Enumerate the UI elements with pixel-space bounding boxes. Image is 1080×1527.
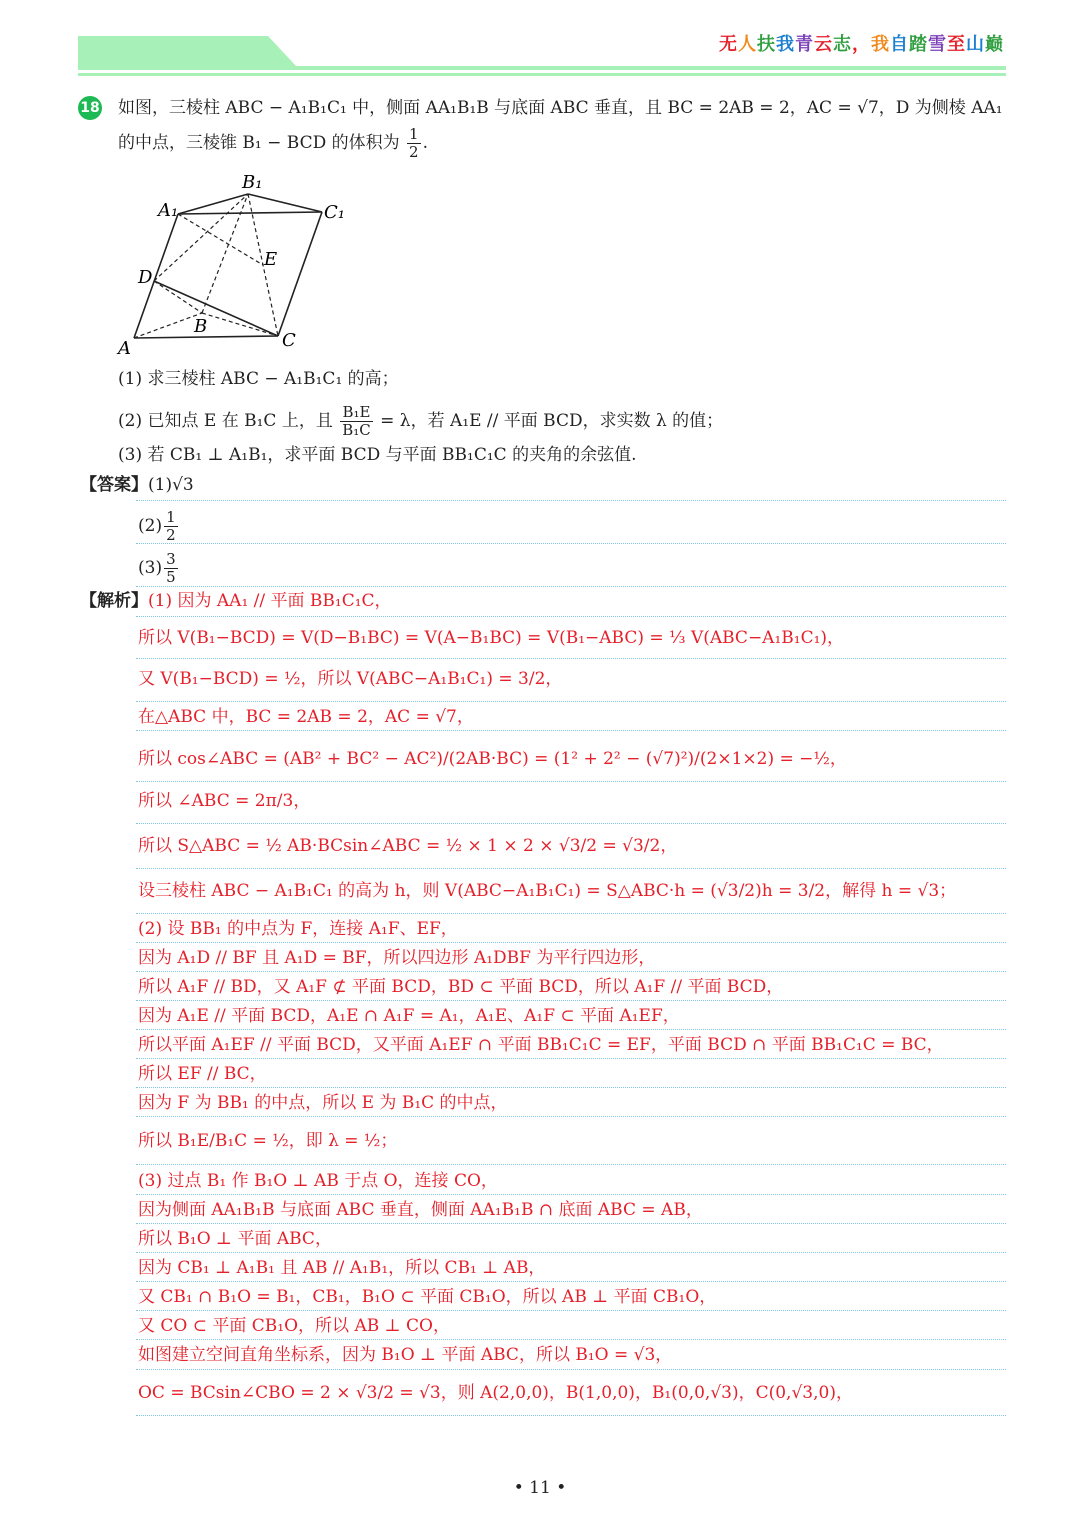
- analysis-line-7: 所以 S△ABC = ½ AB·BCsin∠ABC = ½ × 1 × 2 × √3/2 = √3/2，: [138, 836, 678, 856]
- label-D: D: [138, 267, 153, 288]
- fraction-numerator: 1: [409, 125, 419, 143]
- question-part2: [118, 404, 723, 439]
- edge-A1-E: [178, 214, 263, 265]
- analysis-line-24: OC = BCsin∠CBO = 2 × √3/2 = √3，则 A(2,0,0)，B(1,0,0)，B₁(0,0,√3)，C(0,√3,0)，: [138, 1383, 853, 1403]
- analysis-line-17: (3) 过点 B₁ 作 B₁O ⊥ AB 于点 O，连接 CO，: [138, 1171, 498, 1191]
- slogan-char: 我: [871, 34, 890, 55]
- analysis-line-2: 所以 V(B₁−BCD) = V(D−B₁BC) = V(A−B₁BC) = V(B₁−ABC) = ⅓ V(ABC−A₁B₁C₁)，: [138, 628, 845, 648]
- question-part3: (3) 若 CB₁ ⊥ A₁B₁，求平面 BCD 与平面 BB₁C₁C 的夹角的余弦值.: [118, 445, 637, 465]
- fraction-denominator: B₁C: [342, 421, 371, 439]
- answer-3-fraction: [164, 551, 178, 586]
- slogan-char: 志: [833, 34, 852, 55]
- edge-B1-C1: [248, 194, 322, 212]
- analysis-line-14: 所以 EF // BC，: [138, 1064, 267, 1084]
- answer-3: [138, 551, 180, 586]
- answer-2-fraction: [164, 509, 178, 544]
- dotted-rule: [136, 942, 1006, 943]
- edge-B-C: [202, 313, 278, 336]
- label-B: B: [194, 316, 208, 337]
- dotted-rule: [136, 913, 1006, 914]
- dotted-rule: [136, 701, 1006, 702]
- analysis-line-23: 如图建立空间直角坐标系，因为 B₁O ⊥ 平面 ABC，所以 B₁O = √3，: [138, 1345, 673, 1365]
- edge-D-B: [154, 281, 202, 313]
- edge-A1-C1: [178, 212, 322, 214]
- slogan-char: 雪: [928, 34, 947, 55]
- part2-fraction: [340, 404, 373, 439]
- dotted-rule: [136, 1058, 1006, 1059]
- dotted-rule: [136, 730, 1006, 731]
- dotted-rule: [136, 1116, 1006, 1117]
- label-C: C: [282, 330, 296, 351]
- analysis-line-9: (2) 设 BB₁ 的中点为 F，连接 A₁F、EF，: [138, 919, 458, 939]
- edge-A-B: [134, 313, 202, 338]
- label-A1: A₁: [158, 200, 179, 221]
- slogan-char: 无: [719, 34, 738, 55]
- slogan-char: 踏: [909, 34, 928, 55]
- dotted-rule: [136, 868, 1006, 869]
- dotted-rule: [136, 1281, 1006, 1282]
- dotted-rule: [136, 781, 1006, 782]
- slogan-char: ，: [852, 34, 871, 55]
- dotted-rule: [136, 1369, 1006, 1370]
- slogan-char: 云: [814, 34, 833, 55]
- dotted-rule: [136, 500, 1006, 501]
- header-rule: [78, 66, 1006, 70]
- question-part1: (1) 求三棱柱 ABC − A₁B₁C₁ 的高；: [118, 369, 399, 389]
- prism-figure: [110, 168, 360, 360]
- part2-text: (2) 已知点 E 在 B₁C 上，且: [118, 411, 333, 431]
- slogan-char: 山: [966, 34, 985, 55]
- edge-D-C: [154, 281, 278, 336]
- fraction-numerator: 3: [166, 550, 176, 568]
- analysis-line-16: 所以 B₁E/B₁C = ½，即 λ = ½；: [138, 1131, 398, 1151]
- header-green-tab: [78, 36, 296, 66]
- answer-3-prefix: (3): [138, 558, 163, 578]
- answer-2: [138, 509, 180, 544]
- stem-text: 的中点，三棱锥 B₁ − BCD 的体积为: [118, 133, 400, 153]
- header-rule-thin: [78, 73, 1006, 76]
- dotted-rule: [136, 658, 1006, 659]
- question-stem-line1: 如图，三棱柱 ABC − A₁B₁C₁ 中，侧面 AA₁B₁B 与底面 ABC 垂直，且 BC = 2AB = 2，AC = √7，D 为侧棱 AA₁: [118, 98, 1003, 118]
- question-number-badge: 18: [78, 96, 102, 120]
- page-number: • 11 •: [513, 1478, 567, 1498]
- analysis-line-12: 因为 A₁E // 平面 BCD，A₁E ∩ A₁F = A₁，A₁E、A₁F ⊂ 平面 A₁EF，: [138, 1006, 680, 1026]
- analysis-line-19: 所以 B₁O ⊥ 平面 ABC，: [138, 1229, 332, 1249]
- analysis-line-15: 因为 F 为 BB₁ 的中点，所以 E 为 B₁C 的中点，: [138, 1093, 508, 1113]
- fraction-numerator: B₁E: [340, 404, 373, 422]
- header-slogan: [719, 30, 1004, 56]
- dotted-rule: [136, 971, 1006, 972]
- fraction-denominator: 2: [409, 143, 419, 161]
- analysis-line-10: 因为 A₁D // BF 且 A₁D = BF，所以四边形 A₁DBF 为平行四边形，: [138, 948, 656, 968]
- analysis-line-8: 设三棱柱 ABC − A₁B₁C₁ 的高为 h，则 V(ABC−A₁B₁C₁) = S△ABC·h = (√3/2)h = 3/2，解得 h = √3；: [138, 881, 957, 901]
- analysis-line-20: 因为 CB₁ ⊥ A₁B₁ 且 AB // A₁B₁，所以 CB₁ ⊥ AB，: [138, 1258, 546, 1278]
- fraction-numerator: 1: [166, 508, 176, 526]
- dotted-rule: [136, 1339, 1006, 1340]
- slogan-char: 人: [738, 34, 757, 55]
- dotted-rule: [136, 823, 1006, 824]
- stem-fraction: [407, 126, 421, 161]
- analysis-text: (1) 因为 AA₁ // 平面 BB₁C₁C，: [148, 591, 392, 611]
- analysis-label: 【解析】: [80, 591, 148, 611]
- question-stem-line2: [118, 126, 428, 161]
- edge-C1-C: [278, 212, 322, 336]
- slogan-char: 巅: [985, 34, 1004, 55]
- analysis-line-4: 在△ABC 中，BC = 2AB = 2，AC = √7，: [138, 707, 474, 727]
- label-B1: B₁: [242, 172, 263, 193]
- label-E: E: [264, 249, 278, 270]
- dotted-rule: [136, 1164, 1006, 1165]
- analysis-line-11: 所以 A₁F // BD，又 A₁F ⊄ 平面 BCD，BD ⊂ 平面 BCD，所以 A₁F // 平面 BCD，: [138, 977, 784, 997]
- dotted-rule: [136, 543, 1006, 544]
- analysis-line-22: 又 CO ⊂ 平面 CB₁O，所以 AB ⊥ CO，: [138, 1316, 450, 1336]
- slogan-char: 青: [795, 34, 814, 55]
- answer-2-prefix: (2): [138, 516, 163, 536]
- slogan-char: 扶: [757, 34, 776, 55]
- analysis-line-21: 又 CB₁ ∩ B₁O = B₁，CB₁，B₁O ⊂ 平面 CB₁O，所以 AB ⊥ 平面 CB₁O，: [138, 1287, 717, 1307]
- analysis-line-13: 所以平面 A₁EF // 平面 BCD，又平面 A₁EF ∩ 平面 BB₁C₁C = EF，平面 BCD ∩ 平面 BB₁C₁C = BC，: [138, 1035, 944, 1055]
- dotted-rule: [136, 1087, 1006, 1088]
- dotted-rule: [136, 1029, 1006, 1030]
- dotted-rule: [136, 1194, 1006, 1195]
- dotted-rule: [136, 1415, 1006, 1416]
- part2-text-tail: = λ，若 A₁E // 平面 BCD，求实数 λ 的值；: [380, 411, 724, 431]
- dotted-rule: [136, 1223, 1006, 1224]
- analysis-line-1: [80, 590, 392, 612]
- answer-label: 【答案】: [80, 475, 148, 495]
- dotted-rule: [136, 586, 1006, 587]
- fraction-denominator: 2: [166, 526, 176, 544]
- dotted-rule: [136, 1000, 1006, 1001]
- answer-1: (1)√3: [148, 475, 194, 495]
- analysis-line-5: 所以 cos∠ABC = (AB² + BC² − AC²)/(2AB·BC) = (1² + 2² − (√7)²)/(2×1×2) = −½，: [138, 749, 847, 769]
- stem-period: .: [422, 133, 428, 153]
- dotted-rule: [136, 616, 1006, 617]
- analysis-line-18: 因为侧面 AA₁B₁B 与底面 ABC 垂直，侧面 AA₁B₁B ∩ 底面 ABC = AB，: [138, 1200, 703, 1220]
- slogan-char: 至: [947, 34, 966, 55]
- label-C1: C₁: [324, 202, 345, 223]
- edge-B-B1: [202, 194, 248, 313]
- fraction-denominator: 5: [166, 568, 176, 586]
- answer-block: [80, 474, 194, 496]
- slogan-char: 自: [890, 34, 909, 55]
- page-header: [0, 0, 1080, 90]
- dotted-rule: [136, 1252, 1006, 1253]
- analysis-line-6: 所以 ∠ABC = 2π/3，: [138, 791, 311, 811]
- label-A: A: [118, 338, 131, 359]
- analysis-line-3: 又 V(B₁−BCD) = ½，所以 V(ABC−A₁B₁C₁) = 3/2，: [138, 669, 563, 689]
- dotted-rule: [136, 1310, 1006, 1311]
- slogan-char: 我: [776, 34, 795, 55]
